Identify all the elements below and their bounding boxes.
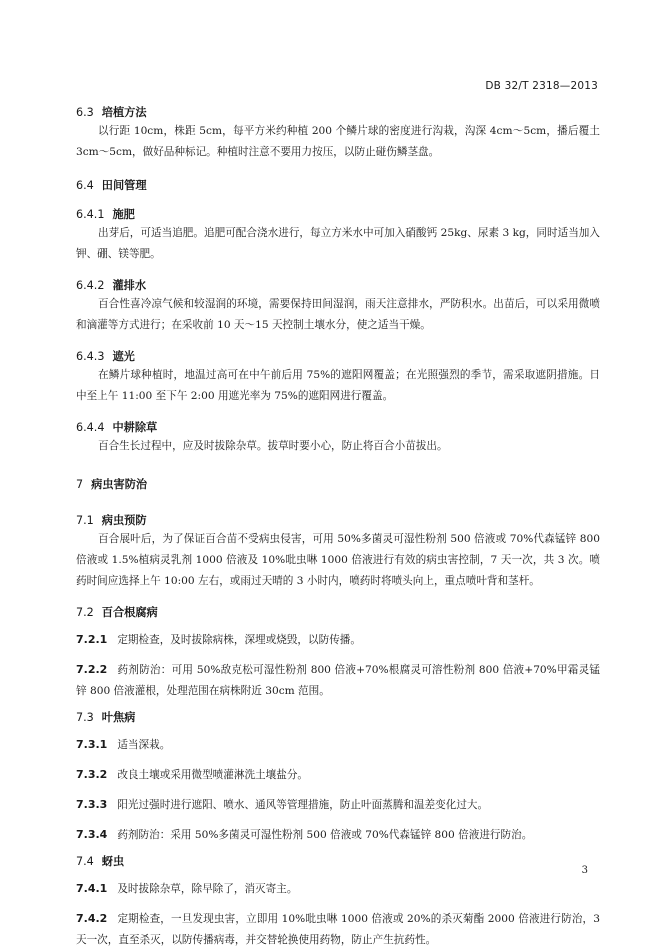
section-title: 遮光 (112, 350, 135, 363)
clause-text: 药剂防治：可用 50%敌克松可湿性粉剂 800 倍液+70%根腐灵可溶性粉剂 800 倍液+70%甲霜灵锰锌 800 倍液灌根，处理范围在病株附近 30cm 范围。 (76, 664, 600, 697)
section-number: 6.3 (76, 106, 94, 119)
section-heading-7-4 (76, 854, 600, 870)
clause-number: 7.2.1 (76, 633, 108, 646)
paragraph-6-4-4: 百合生长过程中，应及时拔除杂草。拔草时要小心，防止将百合小苗拔出。 (98, 440, 448, 452)
section-number: 7.4 (76, 855, 94, 868)
section-title: 培植方法 (101, 106, 147, 119)
paragraph-6-4-2: 百合性喜冷凉气候和较湿润的环境，需要保持田间湿润，雨天注意排水，严防积水。出苗后，可以采用微喷和滴灌等方式进行；在采收前 10 天～15 天控制土壤水分，使之适当干燥。 (76, 298, 600, 331)
clause-7-4-2 (76, 908, 600, 951)
clause-number: 7.3.3 (76, 798, 108, 811)
section-number: 6.4.3 (76, 350, 105, 363)
clause-text: 药剂防治：采用 50%多菌灵可湿性粉剂 500 倍液或 70%代森锰锌 800 倍液进行防治。 (117, 829, 533, 841)
section-number: 6.4.1 (76, 208, 105, 221)
clause-number: 7.3.4 (76, 828, 108, 841)
paragraph-6-4-3: 在鳞片球种植时，地温过高可在中午前后用 75%的遮阳网覆盖；在光照强烈的季节，需采取遮阴措施。日中至上午 11:00 至下午 2:00 用遮光率为 75%的遮阳网进行覆盖。 (76, 369, 600, 402)
section-title: 百合根腐病 (101, 606, 158, 619)
section-heading-6-4-3 (76, 349, 600, 365)
clause-text: 改良土壤或采用微型喷灌淋洗土壤盐分。 (117, 769, 309, 781)
clause-number: 7.2.2 (76, 663, 108, 676)
clause-number: 7.4.1 (76, 882, 108, 895)
chapter-heading-7 (76, 477, 600, 493)
standard-code-header: DB 32/T 2318—2013 (485, 80, 598, 92)
clause-number: 7.3.2 (76, 768, 108, 781)
section-number: 6.4.4 (76, 421, 105, 434)
section-title: 叶焦病 (101, 711, 136, 724)
section-number: 7.2 (76, 606, 94, 619)
clause-text: 适当深栽。 (117, 739, 171, 751)
section-heading-6-3 (76, 105, 600, 121)
section-title: 蚜虫 (101, 855, 125, 868)
section-heading-7-1 (76, 513, 600, 529)
paragraph-7-1: 百合展叶后，为了保证百合苗不受病虫侵害，可用 50%多菌灵可湿性粉剂 500 倍液或 70%代森锰锌 800 倍液或 1.5%植病灵乳剂 1000 倍液及 10%吡虫啉 1000 倍液进行有效的病虫害控制，7 天一次，共 3 次。喷药时间应选择上午 10:00 左右，或雨过天晴的 3 小时内，喷药时将喷头向上，重点喷叶背和茎杆。 (76, 533, 600, 587)
section-number: 6.4.2 (76, 279, 105, 292)
clause-7-3-3 (76, 794, 600, 816)
section-heading-7-2 (76, 605, 600, 621)
section-number: 7 (76, 478, 84, 491)
clause-7-4-1 (76, 878, 600, 900)
section-title: 中耕除草 (112, 421, 158, 434)
section-title: 田间管理 (101, 179, 147, 192)
section-heading-6-4-4 (76, 420, 600, 436)
clause-number: 7.3.1 (76, 738, 108, 751)
clause-text: 及时拔除杂草，除早除了，消灭寄主。 (117, 883, 298, 895)
section-heading-7-3 (76, 710, 600, 726)
clause-7-2-1 (76, 629, 600, 651)
clause-text: 阳光过强时进行遮阳、喷水、通风等管理措施，防止叶面蒸腾和温差变化过大。 (117, 799, 489, 811)
clause-7-3-1 (76, 734, 600, 756)
section-number: 7.3 (76, 711, 94, 724)
clause-number: 7.4.2 (76, 912, 108, 925)
clause-7-3-2 (76, 764, 600, 786)
section-title: 病虫害防治 (91, 478, 148, 491)
section-heading-6-4-2 (76, 278, 600, 294)
section-title: 施肥 (112, 208, 135, 221)
clause-7-2-2 (76, 659, 600, 702)
section-title: 病虫预防 (101, 514, 147, 527)
paragraph-6-4-1: 出芽后，可适当追肥。追肥可配合浇水进行，每立方米水中可加入硝酸钙 25kg、尿素 3 kg，同时适当加入钾、硼、镁等肥。 (76, 227, 600, 260)
paragraph-6-3: 以行距 10cm，株距 5cm，每平方米约种植 200 个鳞片球的密度进行沟栽，沟深 4cm～5cm，播后覆土 3cm～5cm，做好品种标记。种植时注意不要用力按压，以防止碰伤鳞茎盘。 (76, 125, 600, 158)
section-number: 6.4 (76, 179, 94, 192)
section-heading-6-4-1 (76, 207, 600, 223)
section-heading-6-4 (76, 178, 600, 194)
page-number: 3 (581, 865, 588, 876)
section-number: 7.1 (76, 514, 94, 527)
clause-text: 定期检查，一旦发现虫害，立即用 10%吡虫啉 1000 倍液或 20%的杀灭菊酯 2000 倍液进行防治，3 天一次，直至杀灭，以防传播病毒，并交替轮换使用药物，防止产生抗药性。 (76, 913, 600, 946)
clause-text: 定期检查，及时拔除病株，深埋或烧毁，以防传播。 (117, 634, 361, 646)
section-title: 灌排水 (112, 279, 147, 292)
document-body (76, 105, 600, 951)
clause-7-3-4 (76, 824, 600, 846)
